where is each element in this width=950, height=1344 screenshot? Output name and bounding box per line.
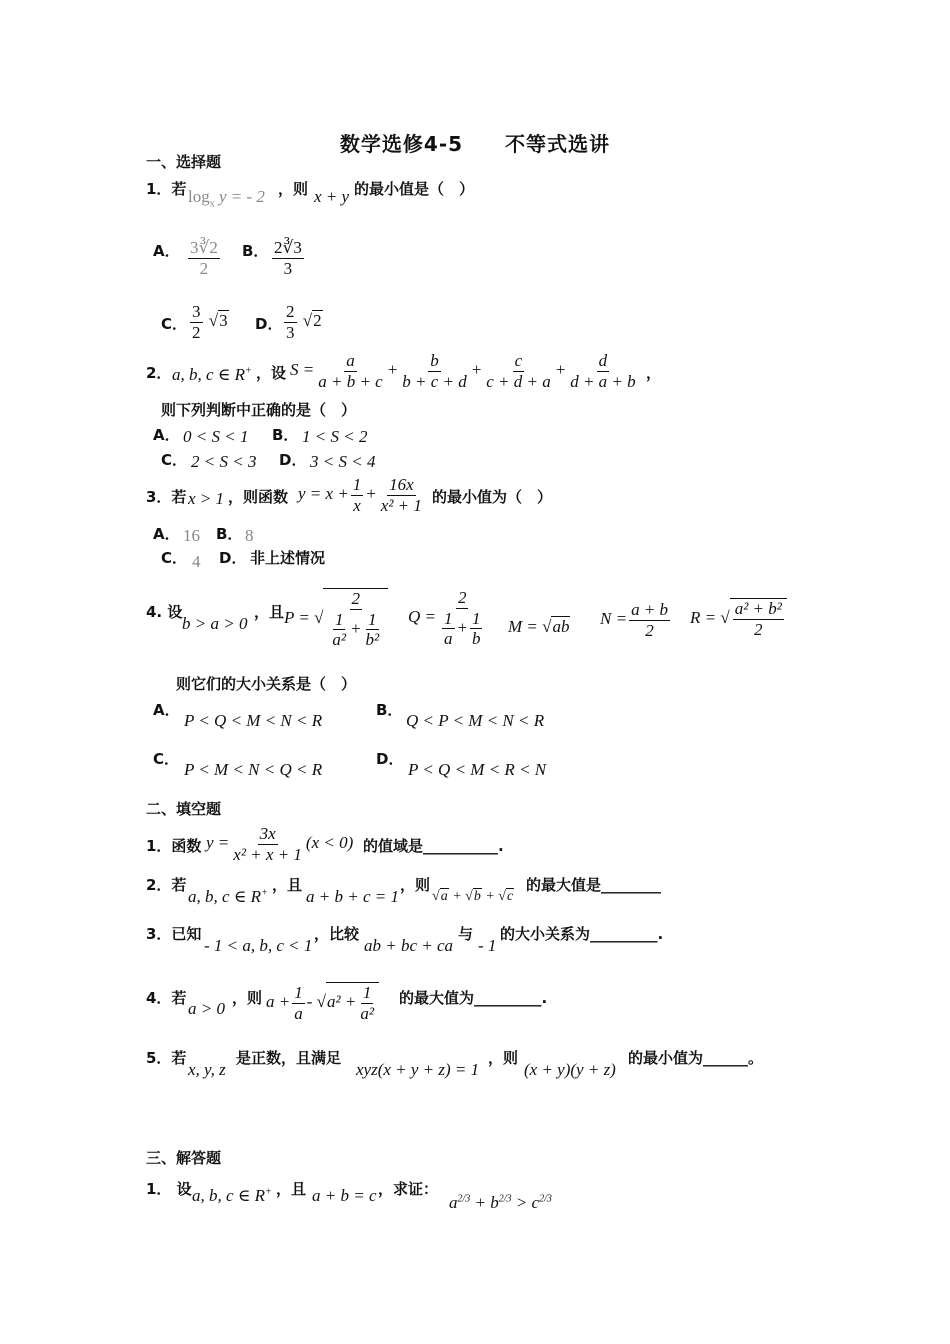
q2-option-b-value: 1 < S < 2: [302, 427, 368, 446]
f2-condition: a, b, c ∈ R+: [188, 887, 268, 906]
q2-set: ，设: [256, 364, 287, 382]
q3-option-d-label: D．: [219, 549, 247, 567]
f3-negative-one: - 1: [478, 936, 497, 955]
q4-r-expression: R = √ $\frac{\text{a² + b²}}{2}$: [690, 598, 787, 639]
f5-question: 的最小值为______。: [628, 1049, 764, 1067]
f5-variables: x, y, z: [188, 1060, 226, 1079]
p1-inequality: $a^{2/3} + b^{2/3} > c^{2/3}$: [449, 1193, 552, 1212]
p1-equation: a + b = c: [312, 1186, 377, 1205]
f4-then: ，则: [232, 989, 263, 1007]
section-heading-choice: 一、选择题: [146, 153, 222, 171]
page-title: 数学选修4-5 不等式选讲: [339, 132, 611, 156]
f3-expression: ab + bc + ca: [364, 936, 454, 955]
q3-option-c-value: 4: [192, 552, 201, 571]
q4-option-b-value: Q < P < M < N < R: [406, 711, 545, 730]
q1-condition: $\log_x y$ = - 2: [188, 187, 265, 210]
q1-option-d-value: $\frac{2}{3}$ √2: [286, 302, 322, 342]
p1-prove: ，求证：: [378, 1180, 439, 1198]
q4-option-d-label: D．: [376, 750, 404, 768]
q3-option-a-label: A．: [153, 525, 180, 543]
f4-condition: a > 0: [188, 999, 225, 1018]
q1-option-d-label: D．: [255, 315, 283, 333]
q3-option-b-value: 8: [245, 526, 254, 545]
q1-option-a-label: A．: [153, 242, 180, 260]
q4-option-a-value: P < Q < M < N < R: [184, 711, 323, 730]
f3-condition: - 1 < a, b, c < 1: [204, 936, 313, 955]
q3-option-b-label: B．: [216, 525, 243, 543]
p1-number: 1． 设: [146, 1180, 192, 1198]
f5-condition: xyz(x + y + z) = 1: [356, 1060, 480, 1079]
f4-number: 4．若: [146, 989, 187, 1007]
q2-option-d-label: D．: [279, 451, 307, 469]
q1-option-b-value: $\frac{2∛3}{3}$: [274, 238, 302, 278]
f1-question: 的值域是__________.: [363, 837, 504, 855]
q4-p-expression: P = √ 2 $\frac{1}{\text{a²}}$ + $\frac{1}{\text{b²}}$: [284, 588, 388, 650]
q3-condition: x > 1: [188, 489, 225, 508]
q3-question: 的最小值为（ ）: [432, 488, 553, 506]
p1-and: ，且: [276, 1180, 307, 1198]
f4-question: 的最大值为_________.: [399, 989, 548, 1007]
q4-n-expression: N = $\frac{a + b}{2}$: [600, 600, 669, 640]
q3-func-label: ，则函数: [228, 488, 289, 506]
q1-option-a-value: $\frac{3∛2}{2}$: [190, 238, 218, 278]
f1-function: y = $\frac{3x}{\text{x² + x + 1}}$ (x < 0): [206, 824, 354, 864]
f3-number: 3．已知: [146, 925, 202, 943]
section-heading-fill: 二、填空题: [146, 800, 222, 818]
f5-positive: 是正数，且满足: [236, 1049, 342, 1067]
f3-compare: ，比较: [314, 925, 360, 943]
q1-option-b-label: B．: [242, 242, 269, 260]
q4-and: ，且: [254, 603, 285, 621]
section-heading-answer: 三、解答题: [146, 1149, 222, 1167]
q4-option-c-label: C．: [153, 750, 180, 768]
q1-question: 的最小值是（ ）: [354, 180, 475, 198]
f2-equation: a + b + c = 1: [306, 887, 399, 906]
q2-s-expression: S = $\frac{a}{a + b + c}$ + $\frac{b}{b + c + d}$ + $\frac{c}{c + d + a}$ + $\frac{d}{d + a + b}$: [290, 351, 636, 391]
q2-number: 2．: [146, 364, 172, 382]
f3-question: 的大小关系为_________.: [500, 925, 664, 943]
q4-condition: b > a > 0: [182, 614, 248, 633]
q3-option-d-value: 非上述情况: [250, 549, 326, 567]
f2-and: ，且: [272, 876, 303, 894]
q1-number: 1．若: [146, 180, 187, 198]
q4-number: 4. 设: [146, 603, 183, 621]
q3-function: y = x + $\frac{1}{x}$ + $\frac{16x}{\text{x² + 1}}$: [298, 475, 422, 515]
f4-expression: a + $\frac{1}{a}$ - √a² + $\frac{1}{\text{a²}}$: [266, 982, 379, 1023]
p1-condition: a, b, c ∈ R+: [192, 1186, 272, 1205]
q2-option-a-value: 0 < S < 1: [183, 427, 249, 446]
f2-expression: √a + √b + √c: [432, 889, 514, 904]
q2-condition: a, b, c ∈ R+: [172, 365, 252, 384]
q3-option-c-label: C．: [161, 549, 188, 567]
f1-number: 1．函数: [146, 837, 202, 855]
f3-with: 与: [458, 925, 474, 943]
q2-question: 则下列判断中正确的是（ ）: [161, 401, 357, 419]
f5-expression: (x + y)(y + z): [524, 1060, 616, 1079]
q3-option-a-value: 16: [183, 526, 200, 545]
q1-then: ，则: [278, 180, 309, 198]
f5-number: 5．若: [146, 1049, 187, 1067]
q1-option-c-label: C．: [161, 315, 188, 333]
q4-m-expression: M = √ab: [508, 617, 570, 636]
q1-option-c-value: $\frac{3}{2}$ √3: [192, 302, 228, 342]
q4-option-a-label: A．: [153, 701, 180, 719]
f5-then: ，则: [488, 1049, 519, 1067]
f2-then: ，则: [400, 876, 431, 894]
f2-number: 2．若: [146, 876, 187, 894]
q2-option-c-label: C．: [161, 451, 188, 469]
q2-option-c-value: 2 < S < 3: [191, 452, 257, 471]
q3-number: 3．若: [146, 488, 187, 506]
q4-question: 则它们的大小关系是（ ）: [176, 675, 357, 693]
q4-option-b-label: B．: [376, 701, 403, 719]
q2-option-b-label: B．: [272, 426, 299, 444]
q2-comma: ，: [646, 364, 662, 382]
q4-q-expression: Q = 2 $\frac{1}{a}$ + $\frac{1}{b}$: [408, 588, 481, 649]
f2-question: 的最大值是________: [526, 876, 662, 894]
q2-option-d-value: 3 < S < 4: [310, 452, 376, 471]
q1-expression: x + y: [314, 187, 350, 206]
q4-option-d-value: P < Q < M < R < N: [408, 760, 547, 779]
q2-option-a-label: A．: [153, 426, 180, 444]
q4-option-c-value: P < M < N < Q < R: [184, 760, 323, 779]
